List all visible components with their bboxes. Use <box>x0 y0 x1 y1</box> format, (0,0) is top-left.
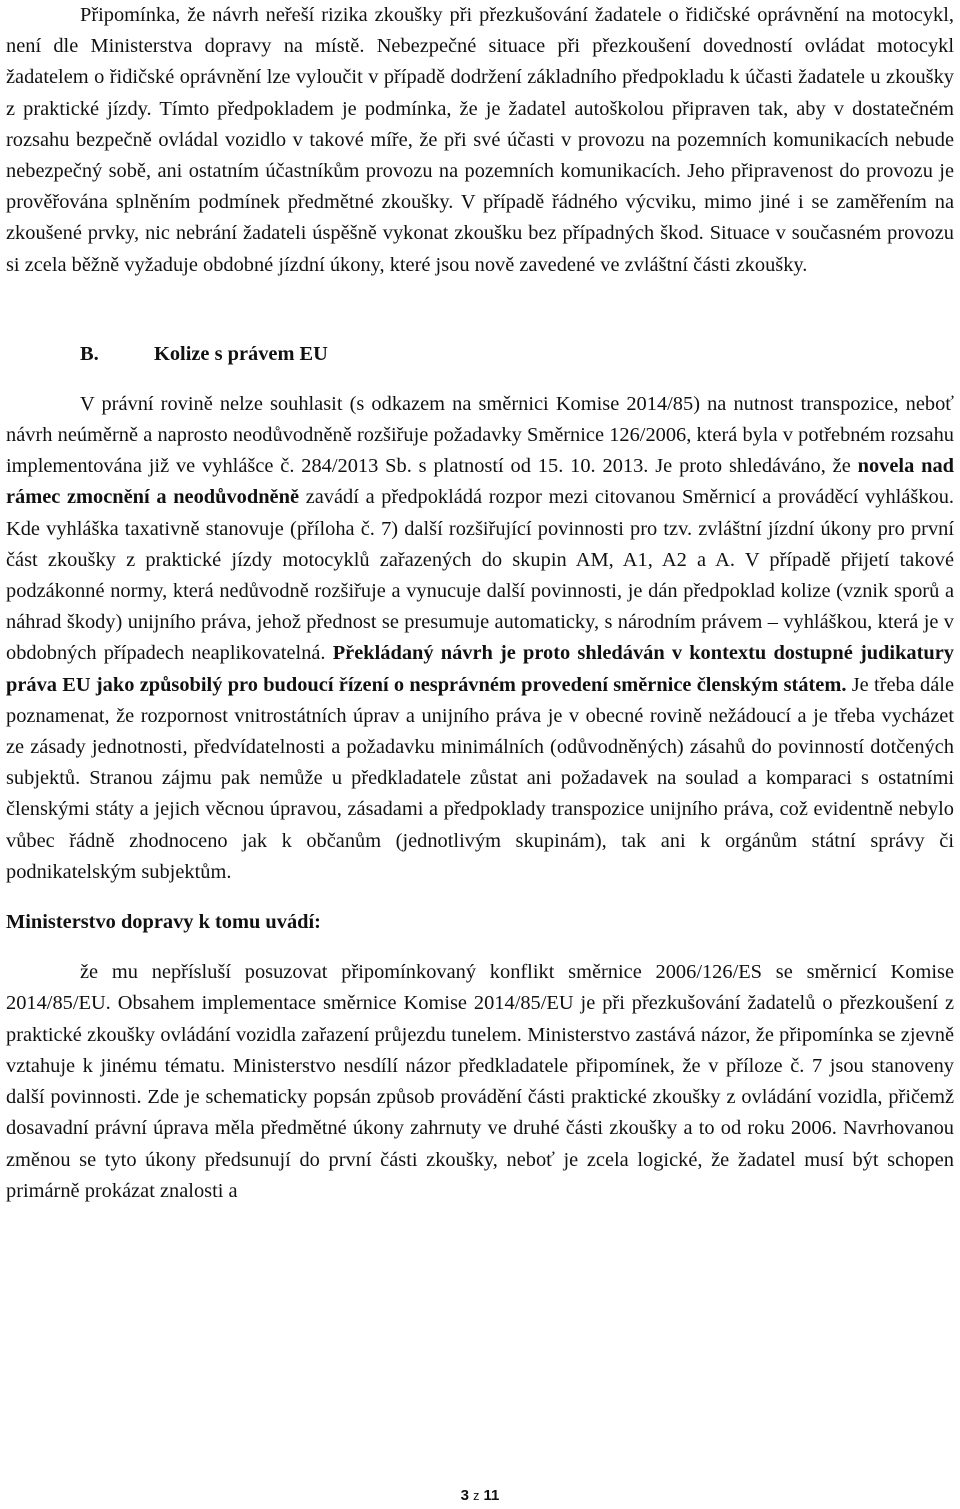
total-page-count: 11 <box>483 1487 500 1504</box>
paragraph-eu-law-conflict <box>6 389 954 888</box>
eu-bold-statement-1: novela nad rámec zmocnění a neodůvodněně <box>6 455 955 509</box>
document-page <box>6 0 954 1207</box>
paragraph-motorcycle-risks: Připomínka, že návrh neřeší rizika zkoušky při přezkušování žadatele o řidičské oprávnění na motocykl, není dle Ministerstva dopravy na místě. Nebezpečné situace při přezkoušení dovedností ovládat motocykl žadatelem o řidičské oprávnění lze vyloučit v případě dodržení základního předpokladu k účasti žadatele u zkoušky z praktické jízdy. Tímto předpokladem je podmínka, že je žadatel autoškolou připraven tak, aby v dostatečném rozsahu bezpečně ovládal vozidlo v takové míře, že při své účasti v provozu na pozemních komunikacích nebude nebezpečný sobě, ani ostatním účastníkům provozu na pozemních komunikacích. Jeho připravenost do provozu je prověřována splněním podmínek předmětné zkoušky. V případě řádného výcviku, mimo jiné i se zaměřením na zkoušené prvky, nic nebrání žadateli úspěšně vykonat zkoušku bez případných škod. Situace v současném provozu si zcela běžně vyžaduje obdobné jízdní úkony, které jsou nově zavedené ve zvláštní části zkoušky. <box>6 4 954 276</box>
section-b-heading <box>6 339 954 370</box>
eu-text-part-1: V právní rovině nelze souhlasit (s odkazem na směrnici Komise 2014/85) na nutnost transpozice, neboť návrh neúměrně a naprosto neodůvodněně rozšiřuje požadavky Směrnice 126/2006, která byla v potřebném rozsahu implementována již ve vyhlášce č. 284/2013 Sb. s platností od 15. 10. 2013. Je proto shledáváno, že <box>6 392 954 478</box>
ministry-response-heading: Ministerstvo dopravy k tomu uvádí: <box>6 911 321 934</box>
paragraph-ministry-response: že mu nepřísluší posuzovat připomínkovaný konflikt směrnice 2006/126/ES se směrnicí Komise 2014/85/EU. Obsahem implementace směrnice Komise 2014/85/EU je při přezkušování žadatelů o přezkoušení z praktické zkoušky ovládání vozidla zařazení průjezdu tunelem. Ministerstvo zastává názor, že připomínka se zjevně vztahuje k jinému tématu. Ministerstvo nesdílí názor předkladatele připomínek, že v příloze č. 7 jsou stanoveny další povinnosti. Zde je schematicky popsán způsob provádění části praktické zkoušky z ovládání vozidla, přičemž dosavadní právní úprava měla předmětné úkony zahrnuty ve druhé části zkoušky a to od roku 2006. Navrhovanou změnou se tyto úkony předsunují do první části zkoušky, neboť je zcela logické, že žadatel musí být schopen primárně prokázat znalosti a <box>6 961 954 1202</box>
page-number-footer <box>0 1486 960 1506</box>
current-page-number: 3 <box>460 1487 469 1504</box>
eu-text-part-2: zavádí a předpokládá rozpor mezi citovanou Směrnicí a prováděcí vyhláškou. Kde vyhláška taxativně stanovuje (příloha č. 7) další rozšiřující povinnosti pro tzv. zvláštní jízdní úkony pro první část zkoušky z praktické jízdy motocyklů zařazených do skupin AM, A1, A2 a A. V případě přijetí takové podzákonné normy, která nedůvodně rozšiřuje a vynucuje další povinnosti, je dán předpoklad kolize (vznik sporů a náhrad škody) unijního práva, jehož přednost se presumuje automaticky, s národním právem – vyhláškou, která je v obdobných případech neaplikovatelná. <box>6 486 954 665</box>
page-of-label: z <box>473 1489 480 1503</box>
eu-text-part-3: Je třeba dále poznamenat, že rozpornost vnitrostátních úprav a unijního práva je v obecné rovině nežádoucí a je třeba vycházet ze zásady jednotnosti, předvídatelnosti a požadavku minimálních (odůvodněných) zásahů do povinností dotčených subjektů. Stranou zájmu pak nemůže u předkladatele zůstat ani požadavek na soulad a komparaci s ostatními členskými státy a jejich věcnou úpravou, zásadami a předpoklady transpozice unijního práva, což evidentně nebylo vůbec řádně zhodnoceno jak k občanům (jednotlivým skupinám), tak ani k orgánům státní správy či podnikatelským subjektům. <box>6 673 954 883</box>
section-b-title: Kolize s právem EU <box>154 342 328 365</box>
section-b-number: B. <box>80 342 99 365</box>
eu-bold-statement-2: Překládaný návrh je proto shledáván v kontextu dostupné judikatury práva EU jako způsobilý pro budoucí řízení o nesprávném provedení směrnice členským státem. <box>6 642 954 696</box>
